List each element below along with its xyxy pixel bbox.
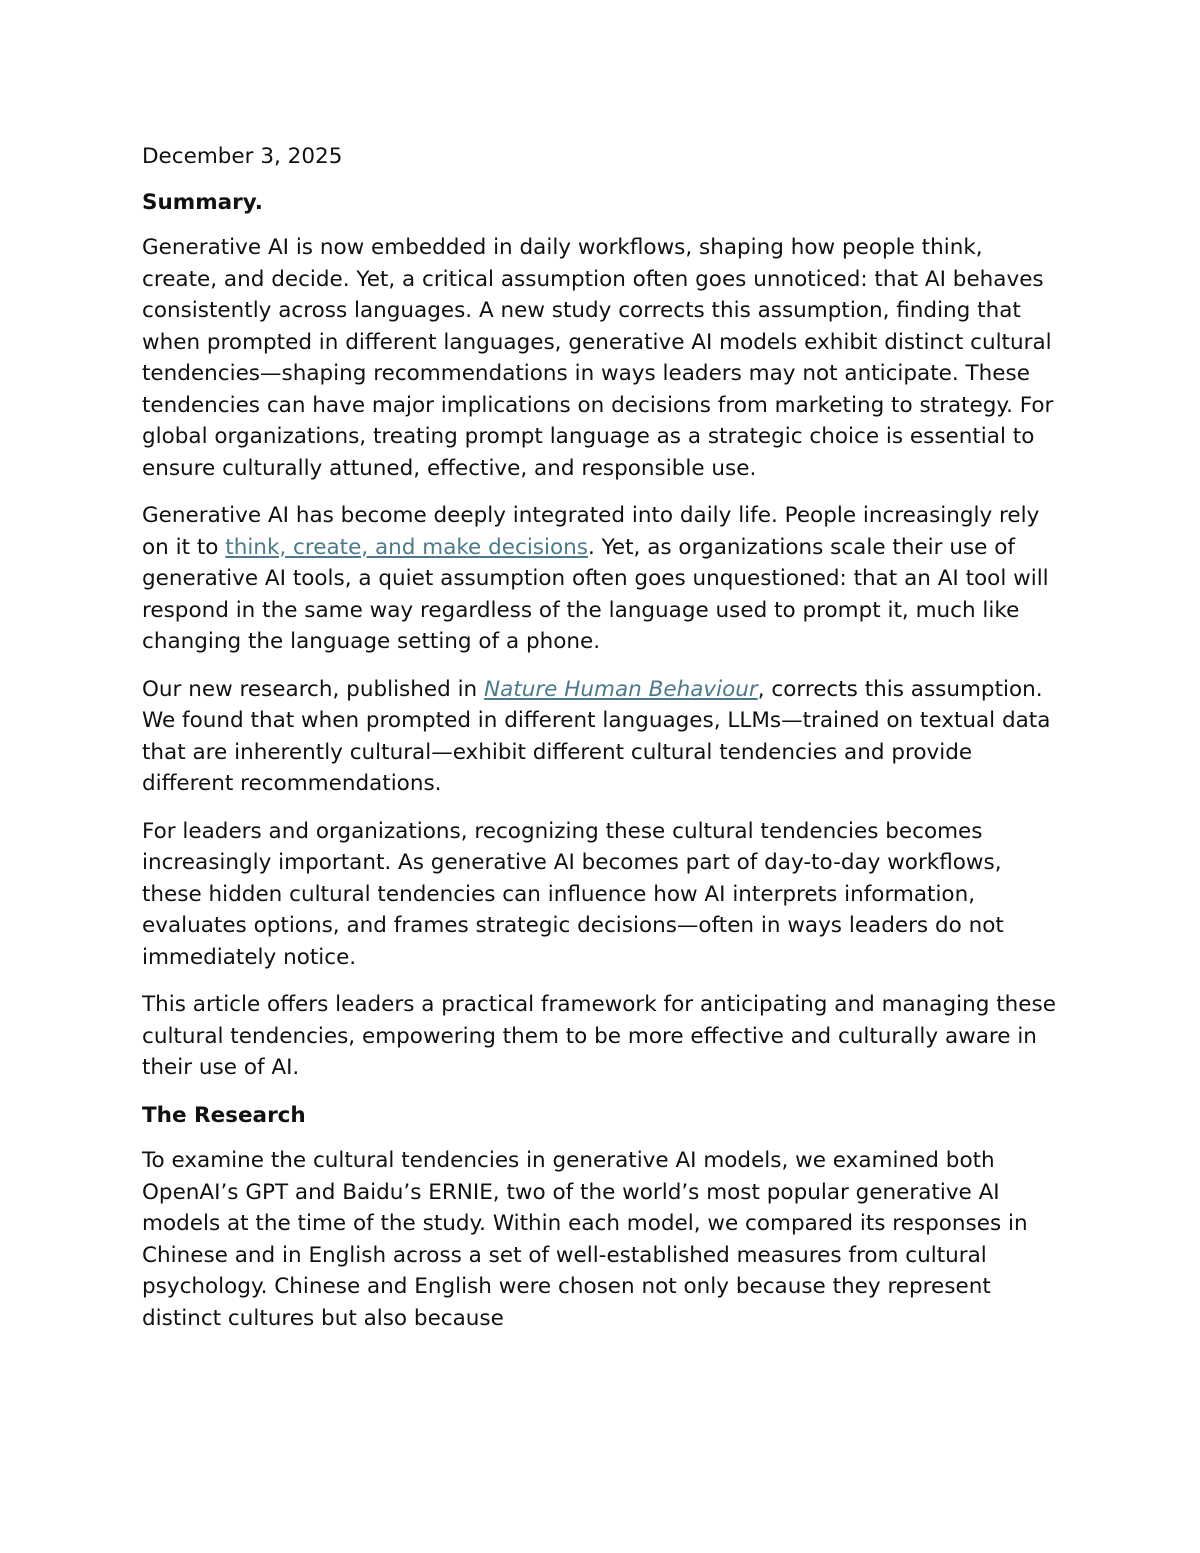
framework-paragraph: This article offers leaders a practical framework for anticipating and managing these cultural tendencies, empowering them to be more effective and culturally aware in their use of AI. [142, 992, 1056, 1080]
nature-human-behaviour-link[interactable]: Nature Human Behaviour [484, 676, 758, 702]
think-create-decide-link[interactable]: think, create, and make decisions [225, 534, 588, 560]
intro-text-before: Generative AI has become deeply integrated into daily life. People increasingly rely on it to [142, 503, 1040, 560]
document-date: December 3, 2025 [142, 144, 343, 169]
intro-paragraph [142, 500, 1060, 658]
summary-heading: Summary. [142, 189, 263, 215]
document-page [142, 141, 1060, 1350]
research-text-after: , corrects this assumption. We found that when prompted in different languages, LLMs—trained on textual data that are inherently cultural—exhibit different cultural tendencies and provide different recommendations. [142, 676, 1051, 796]
research-text-before: Our new research, published in [142, 676, 485, 702]
research-published-paragraph [142, 674, 1060, 800]
research-paragraph: To examine the cultural tendencies in generative AI models, we examined both OpenAI’s GPT and Baidu’s ERNIE, two of the world’s most popular generative AI models at the time of the study. Within each model, we compared its responses in Chinese and in English across a set of well-established measures from cultural psychology. Chinese and English were chosen not only because they represent distinct cultures but also because [142, 1148, 1028, 1331]
leaders-paragraph: For leaders and organizations, recognizing these cultural tendencies becomes increasingly important. As generative AI becomes part of day-to-day workflows, these hidden cultural tendencies can influence how AI interprets information, evaluates options, and frames strategic decisions—often in ways leaders do not immediately notice. [142, 818, 1004, 970]
summary-paragraph: Generative AI is now embedded in daily workflows, shaping how people think, create, and decide. Yet, a critical assumption often goes unnoticed: that AI behaves consistently across languages. A new study corrects this assumption, finding that when prompted in different languages, generative AI models exhibit distinct cultural tendencies—shaping recommendations in ways leaders may not anticipate. These tendencies can have major implications on decisions from marketing to strategy. For global organizations, treating prompt language as a strategic choice is essential to ensure culturally attuned, effective, and responsible use. [142, 235, 1054, 481]
intro-text-after: . Yet, as organizations scale their use of generative AI tools, a quiet assumption often goes unquestioned: that an AI tool will respond in the same way regardless of the language used to prompt it, much like changing the language setting of a phone. [142, 534, 1049, 654]
research-heading: The Research [142, 1102, 306, 1128]
